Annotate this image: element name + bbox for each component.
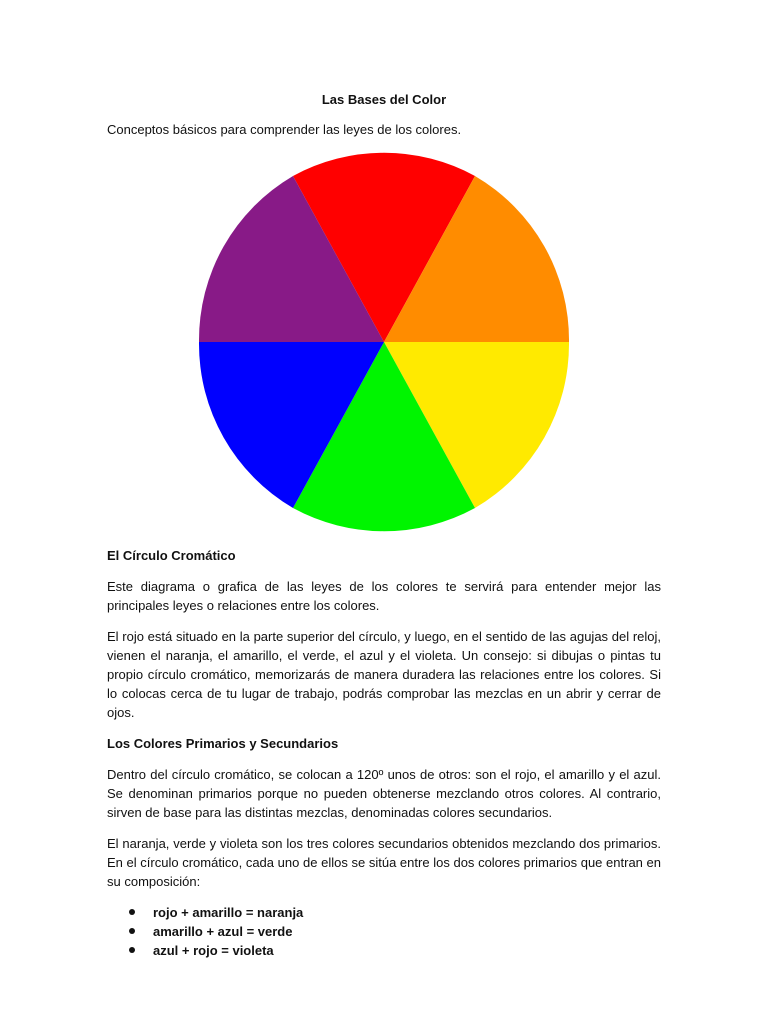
paragraph-secondary-colors: El naranja, verde y violeta son los tres colores secundarios obtenidos mezclando dos primarios. En el círculo cromático, cada uno de ellos se sitúa entre los dos colores primarios que entran en su composición:: [107, 836, 661, 889]
list-item-text: rojo + amarillo = naranja: [153, 905, 304, 920]
document-subtitle: Conceptos básicos para comprender las leyes de los colores.: [107, 122, 462, 137]
document-title: Las Bases del Color: [321, 92, 447, 107]
section-heading-color-wheel: El Círculo Cromático: [107, 548, 236, 563]
bullet-icon: [129, 947, 135, 953]
list-item: [107, 941, 661, 960]
list-item: [107, 922, 661, 941]
section-heading-primary-secondary: Los Colores Primarios y Secundarios: [107, 736, 339, 751]
list-item-text: amarillo + azul = verde: [153, 924, 293, 939]
bullet-icon: [129, 909, 135, 915]
color-wheel: [196, 146, 572, 538]
color-mixing-list: [107, 903, 661, 960]
document-body: [107, 546, 661, 960]
paragraph-color-wheel-order: El rojo está situado en la parte superior del círculo, y luego, en el sentido de las agujas del reloj, vienen el naranja, el amarillo, el verde, el azul y el violeta. Un consejo: si dibujas o pintas tu propio círculo cromático, memorizarás de manera duradera las relaciones entre los colores. Si lo colocas cerca de tu lugar de trabajo, podrás comprobar las mezclas en un abrir y cerrar de ojos.: [107, 629, 661, 720]
paragraph-color-wheel-intro: Este diagrama o grafica de las leyes de los colores te servirá para entender mejor las principales leyes o relaciones entre los colores.: [107, 579, 661, 613]
list-item: [107, 903, 661, 922]
list-item-text: azul + rojo = violeta: [153, 943, 274, 958]
bullet-icon: [129, 928, 135, 934]
paragraph-primary-colors: Dentro del círculo cromático, se colocan a 120º unos de otros: son el rojo, el amarillo y el azul. Se denominan primarios porque no pueden obtenerse mezclando otros colores. Al contrario, sirven de base para las distintas mezclas, denominadas colores secundarios.: [107, 767, 661, 820]
